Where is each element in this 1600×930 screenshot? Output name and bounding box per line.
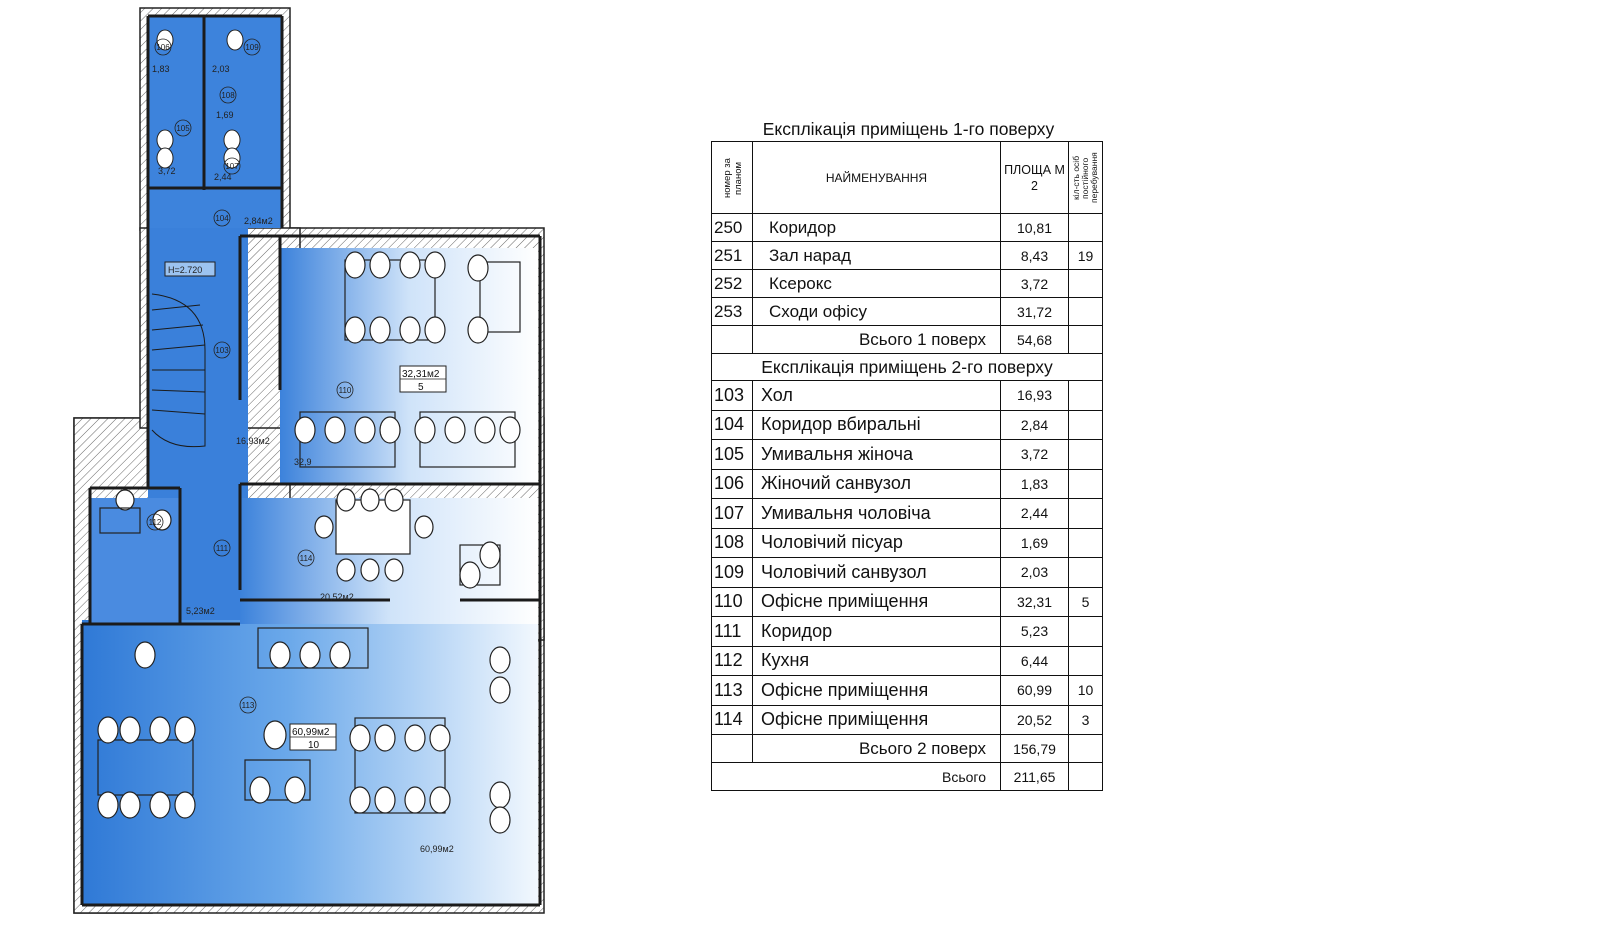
floor2-row bbox=[712, 587, 1103, 617]
room-people bbox=[1069, 646, 1103, 676]
floor2-total-row bbox=[712, 735, 1103, 763]
dimension-label: 2,44 bbox=[214, 172, 232, 182]
room-area: 6,44 bbox=[1001, 646, 1069, 676]
table-header-row bbox=[712, 142, 1103, 214]
area-box-people: 5 bbox=[418, 382, 424, 393]
floor2-row bbox=[712, 528, 1103, 558]
room-area: 1,83 bbox=[1001, 469, 1069, 499]
room-area: 60,99 bbox=[1001, 676, 1069, 706]
room-name: Умивальня чоловіча bbox=[753, 499, 1001, 529]
room-people bbox=[1069, 270, 1103, 298]
dimension-label: 20,52м2 bbox=[320, 592, 354, 602]
floor2-rows bbox=[712, 381, 1103, 735]
dimension-label: 32,9 bbox=[294, 457, 312, 467]
area-box-area: 32,31м2 bbox=[402, 369, 440, 380]
floor2-row bbox=[712, 381, 1103, 411]
dimension-label: 1,83 bbox=[152, 64, 170, 74]
header-name: НАЙМЕНУВАННЯ bbox=[825, 170, 928, 185]
floor1-total-value: 54,68 bbox=[1001, 326, 1069, 354]
room-number-label: 106 bbox=[156, 43, 170, 52]
floor1-row bbox=[712, 214, 1103, 242]
room-number: 108 bbox=[712, 528, 753, 558]
room-name: Чоловічий санвузол bbox=[753, 558, 1001, 588]
dimension-label: 60,99м2 bbox=[420, 844, 454, 854]
room-people bbox=[1069, 558, 1103, 588]
dimension-label: 3,72 bbox=[158, 166, 176, 176]
room-people bbox=[1069, 499, 1103, 529]
room-number-label: 107 bbox=[225, 162, 239, 171]
room-name: Коридор вбиральні bbox=[753, 410, 1001, 440]
room-people: 5 bbox=[1069, 587, 1103, 617]
room-number-label: 111 bbox=[215, 544, 229, 553]
floor1-row bbox=[712, 298, 1103, 326]
area-box-people: 10 bbox=[308, 740, 320, 751]
room-number: 252 bbox=[712, 270, 753, 298]
room-name: Коридор bbox=[753, 617, 1001, 647]
room-area: 16,93 bbox=[1001, 381, 1069, 411]
floor2-row bbox=[712, 410, 1103, 440]
room-number: 106 bbox=[712, 469, 753, 499]
room-name: Умивальня жіноча bbox=[753, 440, 1001, 470]
room-people: 10 bbox=[1069, 676, 1103, 706]
floor2-row bbox=[712, 440, 1103, 470]
room-number: 109 bbox=[712, 558, 753, 588]
grand-total-label: Всього bbox=[712, 763, 1001, 791]
room-name: Кухня bbox=[753, 646, 1001, 676]
room-people bbox=[1069, 214, 1103, 242]
area-box-area: 60,99м2 bbox=[292, 727, 330, 738]
dimension-label: 2,84м2 bbox=[244, 216, 273, 226]
room-area-box bbox=[290, 724, 336, 751]
room-people bbox=[1069, 440, 1103, 470]
room-number-label: 114 bbox=[299, 554, 313, 563]
floor2-row bbox=[712, 646, 1103, 676]
header-people: кіл-сть осіб постійного перебування bbox=[1071, 152, 1099, 203]
room-number: 111 bbox=[712, 617, 753, 647]
floor1-total-label: Всього 1 поверх bbox=[753, 326, 1001, 354]
floor2-row bbox=[712, 499, 1103, 529]
room-number-label: 109 bbox=[245, 43, 259, 52]
room-area-box bbox=[400, 366, 446, 393]
room-name: Офісне приміщення bbox=[753, 705, 1001, 735]
floor2-title: Експлікація приміщень 2-го поверху bbox=[712, 354, 1103, 381]
room-number-label: 112 bbox=[148, 518, 162, 527]
room-area: 2,44 bbox=[1001, 499, 1069, 529]
floor2-row bbox=[712, 705, 1103, 735]
floor2-row bbox=[712, 558, 1103, 588]
room-people bbox=[1069, 528, 1103, 558]
room-area: 2,84 bbox=[1001, 410, 1069, 440]
room-number: 105 bbox=[712, 440, 753, 470]
floor1-row bbox=[712, 242, 1103, 270]
explication-panel bbox=[711, 117, 1106, 791]
room-number: 114 bbox=[712, 705, 753, 735]
room-name: Чоловічий пісуар bbox=[753, 528, 1001, 558]
room-people: 19 bbox=[1069, 242, 1103, 270]
room-number: 103 bbox=[712, 381, 753, 411]
room-number-label: 104 bbox=[215, 214, 229, 223]
room-number: 250 bbox=[712, 214, 753, 242]
room-number: 104 bbox=[712, 410, 753, 440]
room-people bbox=[1069, 617, 1103, 647]
room-area: 20,52 bbox=[1001, 705, 1069, 735]
floor2-row bbox=[712, 676, 1103, 706]
header-number: номер за планом bbox=[722, 157, 744, 198]
room-area: 32,31 bbox=[1001, 587, 1069, 617]
room-area: 8,43 bbox=[1001, 242, 1069, 270]
header-area: ПЛОЩА М 2 bbox=[1004, 162, 1065, 193]
room-area: 3,72 bbox=[1001, 440, 1069, 470]
room-people bbox=[1069, 469, 1103, 499]
explication-table bbox=[711, 141, 1103, 791]
room-people bbox=[1069, 381, 1103, 411]
dimension-label: 5,23м2 bbox=[186, 606, 215, 616]
floor2-title-row bbox=[712, 354, 1103, 381]
dimension-label: 1,69 bbox=[216, 110, 234, 120]
room-name: Сходи офісу bbox=[753, 298, 1001, 326]
height-mark bbox=[165, 262, 215, 276]
grand-total-value: 211,65 bbox=[1001, 763, 1069, 791]
room-number-label: 113 bbox=[241, 701, 255, 710]
room-name: Офісне приміщення bbox=[753, 587, 1001, 617]
room-name: Жіночий санвузол bbox=[753, 469, 1001, 499]
room-area: 10,81 bbox=[1001, 214, 1069, 242]
floor2-total-value: 156,79 bbox=[1001, 735, 1069, 763]
room-area: 3,72 bbox=[1001, 270, 1069, 298]
room-area: 5,23 bbox=[1001, 617, 1069, 647]
room-people bbox=[1069, 410, 1103, 440]
floor-plan bbox=[0, 0, 560, 930]
room-number-label: 110 bbox=[338, 386, 352, 395]
room-number-label: 105 bbox=[176, 124, 190, 133]
room-number-label: 108 bbox=[221, 91, 235, 100]
room-number: 107 bbox=[712, 499, 753, 529]
room-number-label: 103 bbox=[215, 346, 229, 355]
room-name: Коридор bbox=[753, 214, 1001, 242]
floor1-rows bbox=[712, 214, 1103, 326]
floor2-row bbox=[712, 469, 1103, 499]
room-area: 2,03 bbox=[1001, 558, 1069, 588]
room-name: Зал нарад bbox=[753, 242, 1001, 270]
room-name: Хол bbox=[753, 381, 1001, 411]
room-number: 251 bbox=[712, 242, 753, 270]
dimension-label: 16,93м2 bbox=[236, 436, 270, 446]
floor1-title: Експлікація приміщень 1-го поверху bbox=[762, 119, 1055, 139]
room-area: 31,72 bbox=[1001, 298, 1069, 326]
room-number: 110 bbox=[712, 587, 753, 617]
room-name: Ксерокс bbox=[753, 270, 1001, 298]
room-people: 3 bbox=[1069, 705, 1103, 735]
room-name: Офісне приміщення bbox=[753, 676, 1001, 706]
floor2-total-label: Всього 2 поверх bbox=[753, 735, 1001, 763]
dimension-label: 2,03 bbox=[212, 64, 230, 74]
floor1-row bbox=[712, 270, 1103, 298]
floor2-row bbox=[712, 617, 1103, 647]
floor1-total-row bbox=[712, 326, 1103, 354]
room-number: 253 bbox=[712, 298, 753, 326]
room-people bbox=[1069, 298, 1103, 326]
room-number: 112 bbox=[712, 646, 753, 676]
height-mark-label: H=2.720 bbox=[168, 265, 203, 275]
room-area: 1,69 bbox=[1001, 528, 1069, 558]
grand-total-row bbox=[712, 763, 1103, 791]
room-number: 113 bbox=[712, 676, 753, 706]
